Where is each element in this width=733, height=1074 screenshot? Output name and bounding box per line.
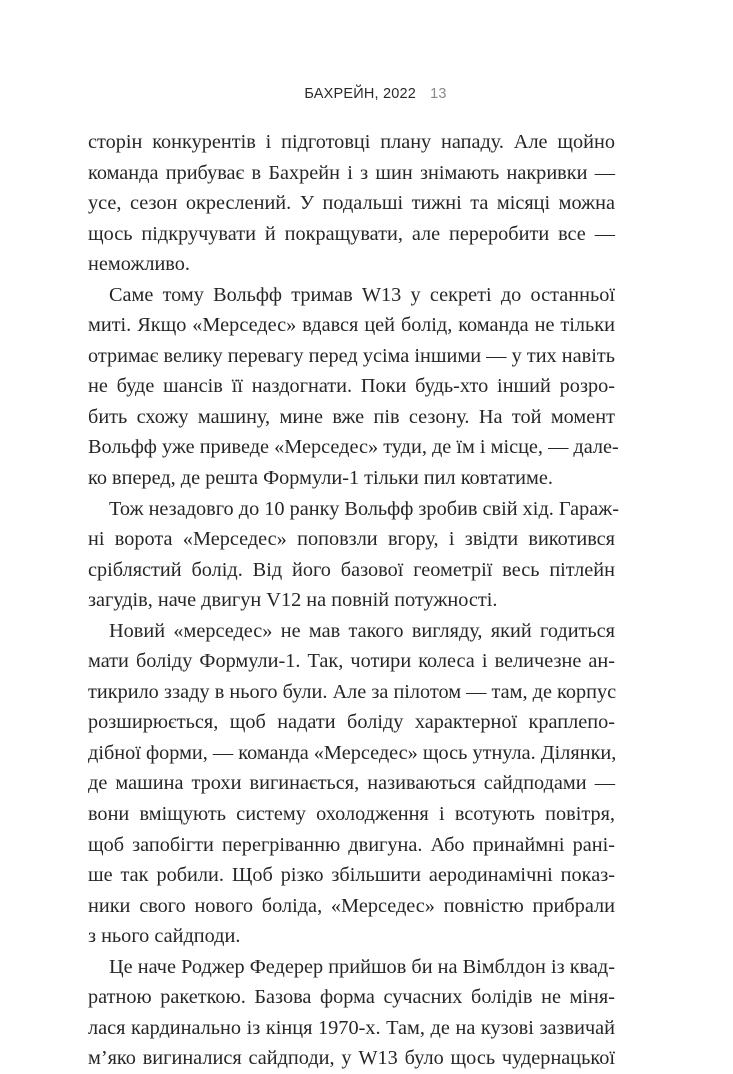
text-line: отримає велику перевагу перед усіма іншими — у тих навіть <box>88 344 615 367</box>
text-line: не буде шансів її наздогнати. Поки будь-хто інший розро- <box>88 375 615 398</box>
paragraph-first-line: Саме тому Вольфф тримав W13 у секреті до останньої <box>109 283 615 306</box>
text-line: ко вперед, де решта Формули-1 тільки пил ковтатиме. <box>88 467 553 490</box>
text-line: щоб запобігти перегріванню двигуна. Або принаймні рані- <box>88 833 615 856</box>
text-line: усе, сезон окреслений. У подальші тижні та місяці можна <box>88 192 615 215</box>
text-line: вони вміщують систему охолодження і всотують повітря, <box>88 803 615 826</box>
text-line: сторін конкурентів і підготовці плану нападу. Але щойно <box>88 131 615 153</box>
paragraph-first-line: Це наче Роджер Федерер прийшов би на Вімблдон із квад- <box>109 955 615 978</box>
text-line: миті. Якщо «Мерседес» вдався цей болід, команда не тільки <box>88 314 615 337</box>
text-line: дібної форми, — команда «Мерседес» щось утнула. Ділянки, <box>88 741 617 764</box>
text-line: сріблястий болід. Від його базової геометрії весь пітлейн <box>88 558 615 581</box>
text-line: бить схожу машину, мине вже пів сезону. На той момент <box>88 405 615 428</box>
text-line: щось підкручувати й покращувати, але переробити все — <box>88 222 615 245</box>
text-line: неможливо. <box>88 253 190 276</box>
text-line: лася кардинально із кінця 1970-х. Там, де на кузові зазвичай <box>88 1016 615 1039</box>
text-line: ники свого нового боліда, «Мерседес» повністю прибрали <box>88 894 615 917</box>
text-line: де машина трохи вигинається, називаються сайдподами — <box>88 772 615 795</box>
running-header <box>0 86 733 102</box>
text-line: тикрило ззаду в нього були. Але за пілотом — там, де корпус <box>88 680 617 703</box>
text-line: м’яко вигиналися сайдподи, у W13 було щось чудернацької <box>88 1047 615 1070</box>
text-line: команда прибуває в Бахрейн і з шин знімають накривки — <box>88 161 615 184</box>
text-line: Вольфф уже приведе «Мерседес» туди, де їм і місце, — дале- <box>88 436 619 459</box>
text-line: мати боліду Формули-1. Так, чотири колеса і величезне ан- <box>88 650 615 673</box>
body-text <box>88 127 620 1074</box>
text-line: з нього сайдподи. <box>88 925 241 948</box>
text-line: розширюється, щоб надати боліду характерної краплепо- <box>88 711 615 734</box>
paragraph-first-line: Тож незадовго до 10 ранку Вольфф зробив свій хід. Гараж- <box>109 497 620 520</box>
text-line: ше так робили. Щоб різко збільшити аеродинамічні показ- <box>88 864 615 887</box>
text-line: загудів, наче двигун V12 на повній потужності. <box>88 589 498 612</box>
page-number: 13 <box>430 86 447 102</box>
paragraph-first-line: Новий «мерседес» не мав такого вигляду, який годиться <box>109 619 615 642</box>
text-line: ратною ракеткою. Базова форма сучасних болідів не міня- <box>88 986 615 1009</box>
text-line: ні ворота «Мерседес» поповзли вгору, і звідти викотився <box>88 528 615 551</box>
running-title: БАХРЕЙН, 2022 <box>304 86 417 102</box>
